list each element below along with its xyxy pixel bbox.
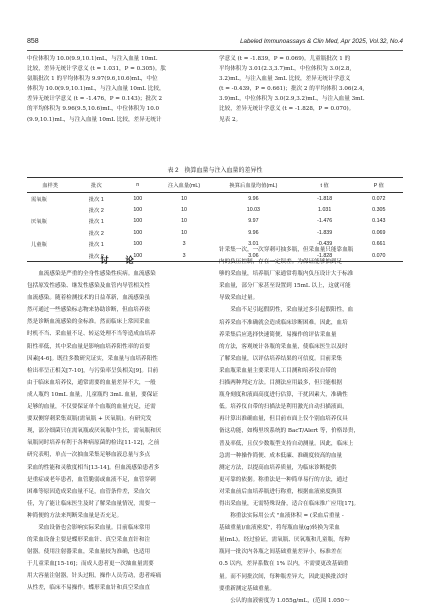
table-cell: 9.97 bbox=[248, 218, 259, 225]
table-cell: 100 bbox=[119, 250, 156, 262]
text-line: 采血瓶采血量主要采用人工目测和培养仪自带的 bbox=[219, 367, 337, 374]
text-line: 再计算出准确血量，但目前市面上仅个别血培养仪具 bbox=[219, 416, 348, 423]
table-cell: 10 bbox=[181, 195, 187, 202]
text-line: 足够的血量，不仅要保证单个血瓶的血量充足，还需 bbox=[27, 404, 156, 411]
text-line: 内的负压控制，存在一定误差。为保证能够抽到足 bbox=[219, 259, 343, 266]
text-line: 研究表明，单点一次抽血采集足够血液总量与多点 bbox=[27, 452, 151, 459]
table-cell: 批次 1 bbox=[88, 242, 104, 249]
table-cell: 批次 1 bbox=[88, 219, 104, 226]
column-header: 血样类 bbox=[27, 178, 73, 193]
text-line: 采血的性能和灵敏度相当[13-14]。但血流感染患者多 bbox=[27, 464, 160, 471]
table-cell bbox=[27, 227, 73, 238]
text-line: 扫描两种判定方法。目测法应用最多，但只能根据 bbox=[219, 380, 343, 387]
table-cell: 批次 2 bbox=[88, 208, 104, 215]
text-line: 氨瓶批次 1 的平均体积为 9.97(9.6,10.6)mL，中位 bbox=[27, 76, 158, 83]
table-cell: 100 bbox=[133, 218, 143, 225]
text-line: 0.5 以内，差异系数在 1% 以内，不需要更改基础重 bbox=[219, 561, 349, 568]
text-line: 称重法实际用公式 "血液体积 = (采血后重量 - bbox=[219, 513, 344, 520]
text-line: 学意义 (t = -1.839，P = 0.069)。儿童瓶批次 1 的 bbox=[219, 56, 351, 62]
text-line: 血流感染。随着检测技术的日益革新，血流感染虽 bbox=[27, 295, 151, 302]
table-cell: 3.01 bbox=[248, 241, 259, 248]
page-header bbox=[27, 38, 403, 48]
column-header: 注入血量(mL) bbox=[156, 178, 212, 193]
text-line: 种简便的方法来判断采血量是否充足。 bbox=[27, 512, 123, 519]
table-cell: 0.305 bbox=[372, 207, 386, 214]
column-header: 批次 bbox=[73, 178, 119, 193]
table-cell: 100 bbox=[133, 207, 143, 214]
text-line: 佳，为了能让临床医生及时了解采血量情况，需要一 bbox=[27, 500, 156, 507]
text-line: 见表 2。 bbox=[219, 116, 242, 123]
table-cell: 3.06 bbox=[212, 250, 295, 262]
column-header: 换算后血量均值(mL) bbox=[212, 178, 295, 193]
table-cell: 100 bbox=[133, 229, 143, 236]
text-line: 是重症或老年患者，血管脆弱或血液不足，血管穿刺 bbox=[27, 476, 156, 483]
text-line: 平均体积为 3.01(2.3,3.7)mL，中位体积为 3.0(2.8, bbox=[219, 66, 352, 73]
text-line: 比较，差异无统计学意义 (t = -1.828，P = 0.070)。 bbox=[219, 106, 355, 113]
text-line: (9.9,10.1)mL，与注入血量 10mL 比较，差异无统计 bbox=[27, 116, 162, 123]
text-line: 然可通过一些感染标志物来协助诊断，但血培养依 bbox=[27, 307, 151, 314]
text-line: 由于临床血培养仪，通常需要的血量差异不大，一般 bbox=[27, 379, 156, 386]
text-line: 氧瓶同时培养有利于各种病原菌的检出[11-12]，之前 bbox=[27, 440, 160, 447]
table-cell: 3 bbox=[156, 250, 212, 262]
table-caption: 表 2 换算血量与注入血量的差异性 bbox=[167, 168, 263, 174]
text-line: 时机不当、采血量不足、转运处理不当等造成血培养 bbox=[27, 331, 156, 338]
table-header-row bbox=[27, 178, 403, 193]
text-line: (t = -0.439，P = 0.661)；批次 2 的平均体积 3.06(2.4, bbox=[219, 86, 365, 93]
text-line: 困难等原因造成采血量不足，血管条件差，采血欠 bbox=[27, 488, 151, 495]
text-line: 检出率呈正相关[7-10]，与污染率呈负相关[9]。目前 bbox=[27, 367, 159, 374]
table-row bbox=[27, 227, 403, 238]
text-line: 低。培养仪自带的扫描法是利用激光自动扫描液面， bbox=[219, 404, 348, 411]
table-cell: 儿童瓶 bbox=[31, 242, 47, 249]
table-cell: -1.818 bbox=[317, 195, 333, 202]
table-cell bbox=[27, 204, 73, 215]
bottom-left-column bbox=[27, 268, 211, 595]
text-line: 用大容量注射器，针头过粗，操作人员劳动，患者疼痛 bbox=[27, 573, 162, 580]
text-line: 瓶身刻度和液面高度进行估算，干扰因素大，准确性 bbox=[219, 392, 348, 399]
text-line: 阳性率低，其中采血量是影响血培养阳性率的首要 bbox=[27, 343, 151, 350]
table-cell: 10.03 bbox=[246, 207, 261, 214]
table-cell: -1.828 bbox=[295, 250, 355, 262]
journal-title: Labeled Immunoassays & Clin Med, Apr 2025, Vol.32, No.4 bbox=[240, 38, 403, 45]
text-line: 够的采血量，培养瓶厂家通常将瓶内负压设计大于标准 bbox=[219, 271, 354, 278]
table-cell: 需氧瓶 bbox=[31, 196, 47, 203]
text-line: 更可靠的依据。称重法是一种简单易行的方法，通过 bbox=[219, 476, 348, 483]
page-number: 858 bbox=[27, 38, 39, 45]
top-left-column bbox=[27, 54, 211, 125]
text-line: 了解采血量，以评估培养结果的可信度。目前采集 bbox=[219, 355, 343, 362]
text-line: 量。而不同批次间，每种瓶差异大，因此更换批次时 bbox=[219, 573, 348, 580]
table-row bbox=[27, 216, 403, 227]
text-line: 导致采血过量。 bbox=[219, 295, 259, 302]
text-line: 然是诊断血流感染的金标准。然而临床上常因采血 bbox=[27, 319, 151, 326]
text-line: 瓶同一批次内各瓶之间基础重量差异小，标准差在 bbox=[219, 549, 343, 556]
text-line: 现，部分细菌只在需氧瓶或厌氧瓶中生长，需氧瓶和厌 bbox=[27, 428, 162, 435]
table-cell: 批次 2 bbox=[73, 250, 119, 262]
text-line: 射器。使用注射器采血，采血量较为准确，也适用 bbox=[27, 549, 151, 556]
text-line: 量(mL)。经过验证，需氧瓶、厌氧瓶和儿童瓶，每种 bbox=[219, 537, 350, 544]
table-cell: 10 bbox=[181, 218, 187, 225]
text-line: 采血量，部分厂家甚至设置到 15mL 以上，这就可能 bbox=[219, 283, 351, 290]
text-line: 因素[4-6]。既往多数研究证实，采血量与血培养阳性 bbox=[27, 355, 158, 362]
text-line: 的采血设备主要是蝶形采血针、真空采血直针和注 bbox=[27, 537, 151, 544]
table-cell: 10 bbox=[181, 229, 187, 236]
table-cell: 0.072 bbox=[372, 195, 386, 202]
text-line: 采血不足引起假阴性，采血量过多引起假阳性，血 bbox=[219, 307, 354, 314]
text-line: 测定方法，以提高血培养质量，为临床诊断提供 bbox=[219, 464, 337, 471]
table-cell: 0.069 bbox=[372, 229, 386, 236]
text-line: 对采血前后血培养瓶进行称重，根据血液密度换算 bbox=[219, 488, 343, 495]
text-line: 普及率低，且仅少数瓶型支持自动测量。因此，临床上 bbox=[219, 440, 354, 447]
column-header: P 值 bbox=[355, 178, 403, 193]
header-rule bbox=[27, 50, 403, 51]
table-cell: -1.476 bbox=[317, 218, 333, 225]
text-line: 备这功能，如梅里埃系统的 BacT/Alert 等，价格昂贵， bbox=[219, 428, 360, 435]
text-line: 的平均体积为 9.96(9.5,10.6)mL，中位体积为 10.0 bbox=[27, 106, 160, 113]
text-line: 体积为 10.0(9.9,10.1)mL，与注入血量 10mL 比较， bbox=[27, 86, 165, 93]
text-line: 3.9)mL，中位体积为 3.0(2.9,3.2)mL，与注入血量 3mL bbox=[219, 96, 365, 103]
text-line: 得出采血量，无需特殊设备，适合在临床推广应用[17]。 bbox=[219, 500, 360, 507]
text-line: 培养采血不准确就会造成临床诊断困难。因此，血培 bbox=[219, 319, 348, 326]
table-row bbox=[27, 204, 403, 215]
table-cell: -1.839 bbox=[317, 229, 333, 236]
table-cell: 1.031 bbox=[318, 207, 332, 214]
text-line: 从性差，临床不易操作。蝶形采血针和真空采血直 bbox=[27, 585, 151, 592]
table-cell: 0.661 bbox=[372, 241, 386, 248]
text-line: 养采集后应选择快速简便、易操作的评估采血量 bbox=[219, 331, 337, 338]
table-cell: 10 bbox=[181, 207, 187, 214]
table-cell: 厌氧瓶 bbox=[31, 219, 47, 226]
top-right-column bbox=[219, 54, 403, 125]
table-cell: 100 bbox=[133, 195, 143, 202]
text-line: 公认的血液密度为 1.055g/mL，(范围 1.050～ bbox=[219, 597, 350, 604]
table-cell: 批次 2 bbox=[88, 230, 104, 237]
text-line: 中位体积为 10.0(9.9,10.1)mL，与注入血量 10mL bbox=[27, 56, 158, 62]
table-cell: 100 bbox=[133, 241, 143, 248]
table-cell: 0.143 bbox=[372, 218, 386, 225]
text-line: 3.2)mL，与注入血量 3mL 比较，差异无统计学意义 bbox=[219, 76, 351, 83]
text-line: 基础重量)/血液密度"，将每瓶血量(g)转换为采血 bbox=[219, 525, 340, 532]
table-row bbox=[27, 193, 403, 205]
table-cell: 0.070 bbox=[355, 250, 403, 262]
text-line: 包括原发性感染、继发性感染及血管内导管相关性 bbox=[27, 283, 151, 290]
text-line: 比较，差异无统计学意义 (t = 1.031，P = 0.305)。肽 bbox=[27, 66, 166, 73]
text-line: 针采集一次，一次穿刺可抽多瓶，但采血量只能靠血瓶 bbox=[219, 247, 354, 253]
section-title-discussion: 讨 论 bbox=[100, 256, 138, 266]
text-line: 要重新测定基础重量。 bbox=[219, 585, 275, 592]
text-line: 采血设备也会影响实际采血量。目前临床常用 bbox=[27, 524, 151, 531]
table-cell: -0.439 bbox=[317, 241, 333, 248]
column-header: t 值 bbox=[295, 178, 355, 193]
text-line: 急需一种操作简便、成本低廉、准确度较高的血量 bbox=[219, 452, 343, 459]
bottom-right-column bbox=[219, 244, 403, 607]
table-cell: 批次 1 bbox=[88, 196, 104, 203]
text-line: 于儿童采血[15-16]；而成人患者更一次抽血量需要 bbox=[27, 561, 154, 568]
text-line: 血流感染是严重的全身性感染性疾病。血流感染 bbox=[27, 271, 156, 277]
table-cell: 3 bbox=[182, 241, 186, 248]
text-line: 的方法，客观统计各瓶的采血量，使临床医生以及时 bbox=[219, 343, 348, 350]
text-line: 成人瓶约 10mL 血量，儿童瓶约 3mL 血量，要保证 bbox=[27, 391, 158, 398]
text-line: 差异无统计学意义 (t = -1.476，P = 0.143)；批次 2 bbox=[27, 96, 163, 103]
table-cell: 9.96 bbox=[248, 229, 259, 236]
column-header: n bbox=[119, 178, 156, 193]
table-cell: 9.96 bbox=[248, 195, 259, 202]
text-line: 要双侧穿刺采集双瓶(需氧瓶 + 厌氧瓶)。有研究发 bbox=[27, 416, 152, 423]
